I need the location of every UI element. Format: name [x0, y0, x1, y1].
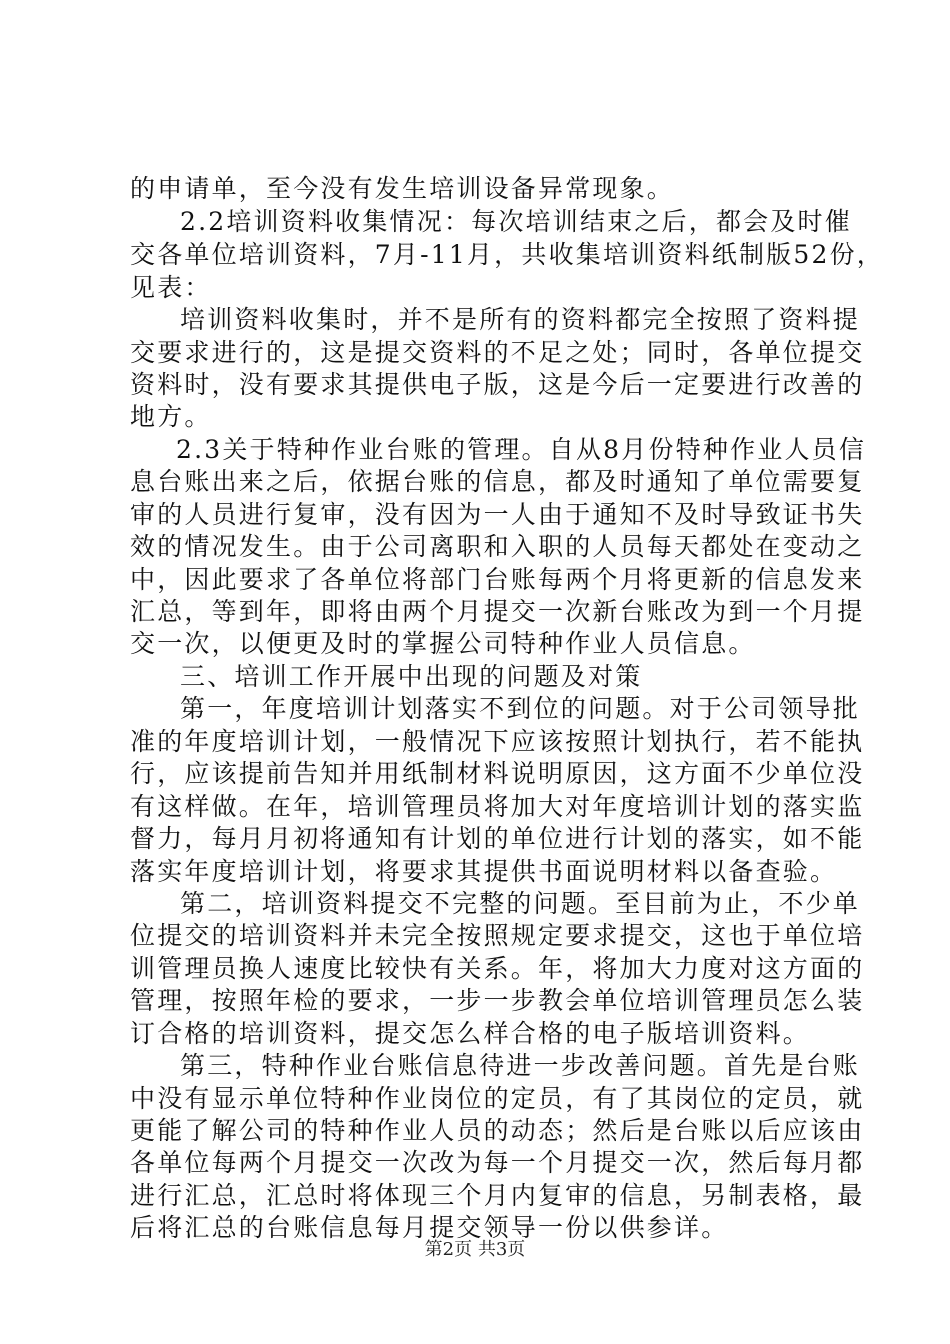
body-text-line: 第三，特种作业台账信息待进一步改善问题。首先是台账	[180, 1051, 861, 1080]
body-text-line: 督力，每月月初将通知有计划的单位进行计划的落实，如不能	[130, 824, 865, 853]
page-number-footer: 第2页 共3页	[424, 1239, 526, 1260]
body-text-line: 培训资料收集时，并不是所有的资料都完全按照了资料提	[180, 305, 861, 334]
body-text-line: 更能了解公司的特种作业人员的动态；然后是台账以后应该由	[130, 1116, 865, 1145]
section-heading: 三、培训工作开展中出现的问题及对策	[180, 662, 643, 691]
body-text-line: 资料时，没有要求其提供电子版，这是今后一定要进行改善的	[130, 370, 865, 399]
body-text-line: 有这样做。在年，培训管理员将加大对年度培训计划的落实监	[130, 792, 865, 821]
body-text-line: 地方。	[130, 402, 212, 431]
body-text-line: 中没有显示单位特种作业岗位的定员，有了其岗位的定员，就	[130, 1084, 865, 1113]
body-text-line: 准的年度培训计划，一般情况下应该按照计划执行，若不能执	[130, 727, 865, 756]
body-text-line: 审的人员进行复审，没有因为一人由于通知不及时导致证书失	[130, 500, 865, 529]
body-text-line: 2.3关于特种作业台账的管理。自从8月份特种作业人员信	[176, 435, 867, 464]
body-text-line: 管理，按照年检的要求，一步一步教会单位培训管理员怎么装	[130, 986, 865, 1015]
body-text-line: 中，因此要求了各单位将部门台账每两个月将更新的信息发来	[130, 565, 865, 594]
body-text-line: 效的情况发生。由于公司离职和入职的人员每天都处在变动之	[130, 532, 865, 561]
body-text-line: 见表：	[130, 273, 212, 302]
body-text-line: 行，应该提前告知并用纸制材料说明原因，这方面不少单位没	[130, 759, 865, 788]
body-text-line: 各单位每两个月提交一次改为每一个月提交一次，然后每月都	[130, 1148, 865, 1177]
body-text-line: 息台账出来之后，依据台账的信息，都及时通知了单位需要复	[130, 467, 865, 496]
body-text-line: 位提交的培训资料并未完全按照规定要求提交，这也于单位培	[130, 921, 865, 950]
body-text-line: 进行汇总，汇总时将体现三个月内复审的信息，另制表格，最	[130, 1181, 865, 1210]
body-text-line: 2.2培训资料收集情况：每次培训结束之后，都会及时催	[180, 207, 852, 236]
body-text-line: 交各单位培训资料，7月-11月，共收集培训资料纸制版52份，	[130, 240, 884, 269]
body-text-line: 第一，年度培训计划落实不到位的问题。对于公司领导批	[180, 694, 861, 723]
body-text-line: 汇总，等到年，即将由两个月提交一次新台账改为到一个月提	[130, 597, 865, 626]
body-text-line: 订合格的培训资料，提交怎么样合格的电子版培训资料。	[130, 1019, 811, 1048]
body-text-line: 后将汇总的台账信息每月提交领导一份以供参详。	[130, 1213, 729, 1242]
body-text-line: 训管理员换人速度比较快有关系。年，将加大力度对这方面的	[130, 954, 865, 983]
body-text-line: 第二，培训资料提交不完整的问题。至目前为止，不少单	[180, 889, 861, 918]
body-text-line: 的申请单，至今没有发生培训设备异常现象。	[130, 174, 675, 203]
body-text-line: 交要求进行的，这是提交资料的不足之处；同时，各单位提交	[130, 338, 865, 367]
body-text-line: 交一次，以便更及时的掌握公司特种作业人员信息。	[130, 629, 756, 658]
body-text-line: 落实年度培训计划，将要求其提供书面说明材料以备查验。	[130, 857, 838, 886]
